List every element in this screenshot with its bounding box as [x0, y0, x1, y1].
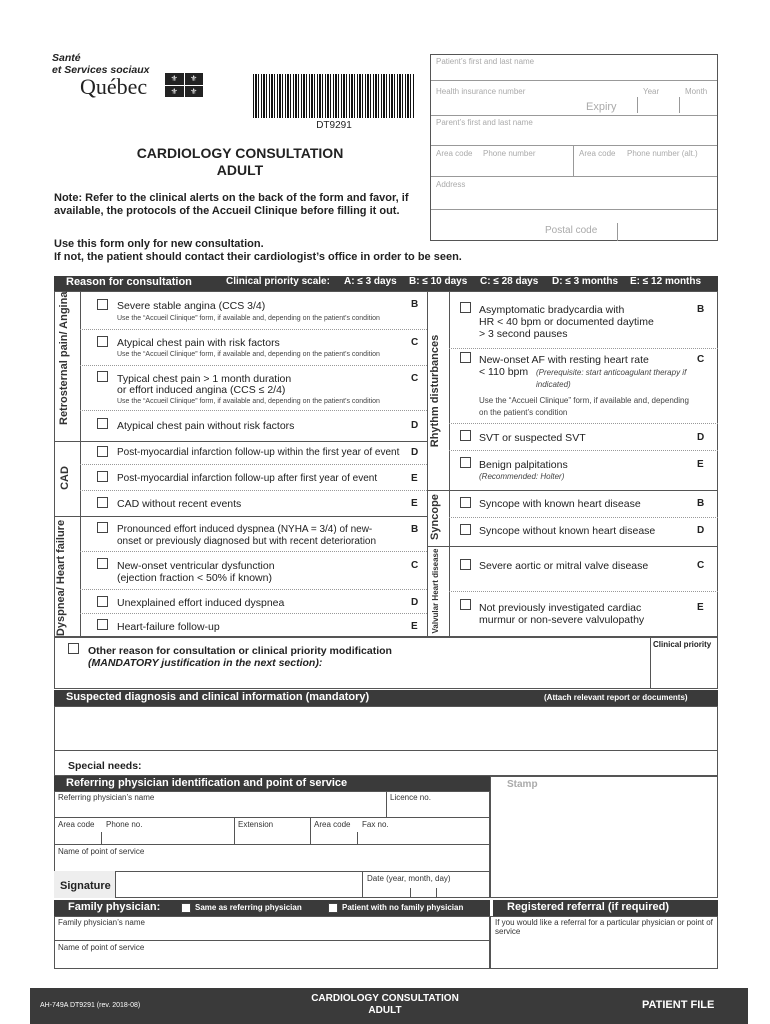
signature-label: Signature	[60, 880, 111, 892]
reason-label: CAD without recent events	[117, 498, 242, 510]
reason-row	[449, 349, 718, 424]
priority-value: E	[697, 602, 704, 613]
reason-label: Post-myocardial infarction follow-up after first year of event	[117, 473, 378, 484]
reason-label: Severe aortic or mitral valve disease	[479, 560, 649, 572]
barcode-number: DT9291	[316, 120, 352, 131]
reason-row	[80, 552, 427, 590]
priority-value: D	[411, 597, 419, 608]
reason-label-cont: > 3 second pauses	[479, 328, 568, 340]
priority-value: B	[697, 498, 705, 509]
checkbox[interactable]	[460, 302, 471, 313]
priority-value: B	[697, 304, 705, 315]
reason-row	[80, 366, 427, 411]
checkbox[interactable]	[97, 619, 108, 630]
reason-label: Atypical chest pain with risk factors	[117, 337, 280, 349]
same-as-referring-label: Same as referring physician	[195, 903, 302, 912]
checkbox[interactable]	[460, 559, 471, 570]
priority-c: C: ≤ 28 days	[480, 276, 539, 287]
reason-row	[80, 441, 427, 465]
reason-label-cont: or effort induced angina (CCS ≤ 2/4)	[117, 384, 286, 396]
section-valvular: Valvular Heart disease	[431, 548, 440, 634]
reason-label: Post-myocardial infarction follow-up within the first year of event	[117, 447, 400, 458]
usage-line-2: If not, the patient should contact their cardiologist’s office in order to be seen.	[54, 251, 462, 263]
special-needs-label: Special needs:	[68, 760, 142, 772]
checkbox[interactable]	[97, 446, 108, 457]
point-of-service-label: Name of point of service	[58, 847, 145, 856]
reason-hint: Use the “Accueil Clinique” form, if available and, depending on the patient’s condition	[479, 396, 689, 417]
reason-row	[449, 291, 718, 349]
checkbox[interactable]	[97, 558, 108, 569]
usage-line-1: Use this form only for new consultation.	[54, 238, 264, 250]
area-code-alt-label: Area code	[579, 149, 616, 158]
referring-bar	[54, 776, 490, 791]
reason-label: SVT or suspected SVT	[479, 432, 586, 444]
parent-name-label: Parent’s first and last name	[436, 118, 533, 127]
form-title	[60, 145, 420, 179]
form-note: Note: Refer to the clinical alerts on the back of the form and favor, if available, the protocols of the Accueil Clinique before filling it out.	[54, 192, 409, 217]
priority-value: D	[411, 447, 419, 458]
family-point-label: Name of point of service	[58, 943, 145, 952]
priority-value: B	[411, 524, 419, 535]
priority-d: D: ≤ 3 months	[552, 276, 619, 287]
checkbox[interactable]	[460, 524, 471, 535]
postal-code-label: Postal code	[545, 225, 598, 236]
checkbox[interactable]	[460, 457, 471, 468]
section-dyspnea: Dyspnea/ Heart failure	[55, 519, 67, 637]
footer-title-line-1: CARDIOLOGY CONSULTATION	[311, 993, 459, 1004]
checkbox[interactable]	[97, 418, 108, 429]
section-angina: Retrosternal pain/ Angina	[58, 291, 70, 425]
reason-row	[449, 451, 718, 490]
month-label: Month	[685, 87, 708, 96]
reason-row	[449, 592, 718, 637]
reason-row	[449, 518, 718, 546]
footer-title-line-2: ADULT	[368, 1005, 402, 1016]
fax-label: Fax no.	[362, 820, 389, 829]
other-reason-text	[88, 645, 392, 669]
attach-note: (Attach relevant report or documents)	[544, 693, 688, 702]
reason-label-cont: (ejection fraction < 50% if known)	[117, 572, 272, 584]
checkbox[interactable]	[97, 299, 108, 310]
diagnosis-textarea[interactable]	[54, 706, 718, 776]
reason-bar	[54, 276, 718, 291]
reason-label: Reason for consultation	[66, 276, 192, 288]
diagnosis-label: Suspected diagnosis and clinical information (mandatory)	[66, 691, 370, 703]
priority-value: D	[411, 420, 419, 431]
checkbox[interactable]	[460, 352, 471, 363]
reason-hint: Use the “Accueil Clinique” form, if available and, depending on the patient’s condition	[117, 398, 380, 405]
reason-row	[80, 516, 427, 552]
reason-label-cont: HR < 40 bpm or documented daytime	[479, 316, 654, 328]
ministry-logo-text	[52, 52, 149, 76]
checkbox[interactable]	[97, 596, 108, 607]
priority-b: B: ≤ 10 days	[409, 276, 468, 287]
fleur-de-lis-flag-icon: ⚜ ⚜ ⚜ ⚜	[165, 73, 203, 97]
expiry-label: Expiry	[586, 101, 617, 113]
no-family-physician-label: Patient with no family physician	[342, 903, 464, 912]
checkbox[interactable]	[460, 497, 471, 508]
reason-label: New-onset AF with resting heart rate	[479, 354, 649, 366]
reason-label-cont: murmur or non-severe valvulopathy	[479, 614, 645, 626]
reason-label-cont: onset or previously diagnosed but with recent deterioration	[117, 536, 377, 547]
family-physician-name-label: Family physician’s name	[58, 918, 145, 927]
reason-row	[449, 424, 718, 451]
reason-row	[80, 330, 427, 366]
priority-value: E	[411, 473, 418, 484]
priority-value: C	[411, 560, 419, 571]
extension-label: Extension	[238, 820, 274, 829]
priority-value: D	[697, 525, 705, 536]
reason-label: New-onset ventricular dysfunction	[117, 560, 275, 572]
reason-label: Severe stable angina (CCS 3/4)	[117, 300, 266, 312]
reason-label: Asymptomatic bradycardia with	[479, 304, 625, 316]
priority-value: E	[411, 621, 418, 632]
reason-row	[449, 546, 718, 592]
priority-e: E: ≤ 12 months	[630, 276, 702, 287]
reason-label: Syncope with known heart disease	[479, 498, 641, 510]
reason-label: Atypical chest pain without risk factors	[117, 420, 295, 432]
patient-file-label: PATIENT FILE	[642, 999, 715, 1011]
checkbox[interactable]	[97, 471, 108, 482]
diagnosis-bar	[54, 690, 718, 706]
referring-name-label: Referring physician’s name	[58, 793, 155, 802]
checkbox[interactable]	[97, 336, 108, 347]
year-label: Year	[643, 87, 660, 96]
date-label: Date (year, month, day)	[367, 874, 451, 883]
reason-label-cont: < 110 bpm	[479, 366, 529, 378]
priority-value: C	[697, 560, 705, 571]
referral-label: Registered referral (if required)	[507, 901, 669, 913]
reason-label: Benign palpitations	[479, 459, 568, 471]
reason-row	[80, 411, 427, 441]
priority-value: C	[411, 373, 419, 384]
reason-row	[80, 614, 427, 637]
referral-bar	[493, 900, 718, 916]
referral-text: If you would like a referral for a particular physician or point of service	[495, 918, 713, 936]
address-label: Address	[436, 180, 466, 189]
reason-label: Not previously investigated cardiac	[479, 602, 642, 614]
reason-label: Heart-failure follow-up	[117, 621, 220, 633]
priority-value: B	[411, 299, 419, 310]
other-reason-checkbox[interactable]	[68, 643, 79, 654]
reason-label: Typical chest pain > 1 month duration	[117, 373, 292, 385]
reason-label: Syncope without known heart disease	[479, 525, 656, 537]
reason-label: Pronounced effort induced dyspnea (NYHA = 3/4) of new-	[117, 524, 373, 535]
priority-value: E	[411, 498, 418, 509]
reason-row	[449, 490, 718, 518]
licence-label: Licence no.	[390, 793, 431, 802]
logo-line-2: et Services sociaux	[52, 64, 150, 76]
checkbox[interactable]	[460, 599, 471, 610]
priority-value: C	[411, 337, 419, 348]
no-family-physician-checkbox[interactable]	[328, 903, 338, 913]
phone-alt-label: Phone number (alt.)	[627, 149, 698, 158]
logo-line-1: Santé	[52, 52, 81, 64]
reason-row	[80, 491, 427, 516]
checkbox[interactable]	[97, 371, 108, 382]
section-rhythm: Rhythm disturbances	[429, 334, 441, 448]
stamp-box	[490, 776, 718, 898]
form-code: AH-749A DT9291 (rev. 2018-08)	[40, 1002, 141, 1009]
reason-row	[80, 590, 427, 614]
reason-row	[80, 291, 427, 330]
hin-label: Health insurance number	[436, 87, 526, 96]
footer	[30, 988, 748, 1024]
checkbox[interactable]	[97, 522, 108, 533]
family-physician-label: Family physician:	[68, 901, 161, 913]
area-code-fax-label: Area code	[314, 820, 351, 829]
area-code-label: Area code	[436, 149, 473, 158]
same-as-referring-checkbox[interactable]	[181, 903, 191, 913]
title-line-2: ADULT	[216, 162, 264, 178]
referring-label: Referring physician identification and point of service	[66, 777, 348, 789]
reason-hint: Use the “Accueil Clinique” form, if available and, depending on the patient’s condition	[117, 315, 380, 322]
reason-hint: Use the “Accueil Clinique” form, if available and, depending on the patient’s condition	[117, 351, 380, 358]
section-cad: CAD	[59, 466, 71, 490]
priority-scale-label: Clinical priority scale:	[226, 276, 330, 287]
reason-prerequisite: (Prerequisite: start anticoagulant therapy if indicated)	[536, 368, 687, 389]
phone-label: Phone number	[483, 149, 536, 158]
patient-name-label: Patient’s first and last name	[436, 57, 535, 66]
priority-a: A: ≤ 3 days	[344, 276, 397, 287]
footer-title	[280, 993, 490, 1017]
family-physician-bar	[54, 900, 490, 916]
quebec-wordmark: Québec	[80, 74, 148, 99]
reason-row	[80, 465, 427, 491]
patient-identification-box	[430, 54, 718, 241]
section-syncope: Syncope	[429, 494, 441, 540]
checkbox[interactable]	[97, 497, 108, 508]
clinical-priority-label: Clinical priority	[653, 640, 712, 649]
phone-label: Phone no.	[106, 820, 143, 829]
priority-value: E	[697, 459, 704, 470]
title-line-1: CARDIOLOGY CONSULTATION	[136, 145, 344, 161]
other-reason-line-1: Other reason for consultation or clinical priority modification	[88, 645, 392, 657]
stamp-label: Stamp	[507, 779, 538, 790]
priority-value: C	[697, 354, 705, 365]
other-reason-line-2: (MANDATORY justification in the next section):	[88, 657, 323, 669]
barcode	[253, 74, 415, 118]
reason-label: Unexplained effort induced dyspnea	[117, 597, 285, 609]
priority-value: D	[697, 432, 705, 443]
reason-recommendation: (Recommended: Holter)	[479, 472, 565, 481]
area-code-label: Area code	[58, 820, 95, 829]
usage-instructions	[54, 238, 524, 264]
checkbox[interactable]	[460, 430, 471, 441]
